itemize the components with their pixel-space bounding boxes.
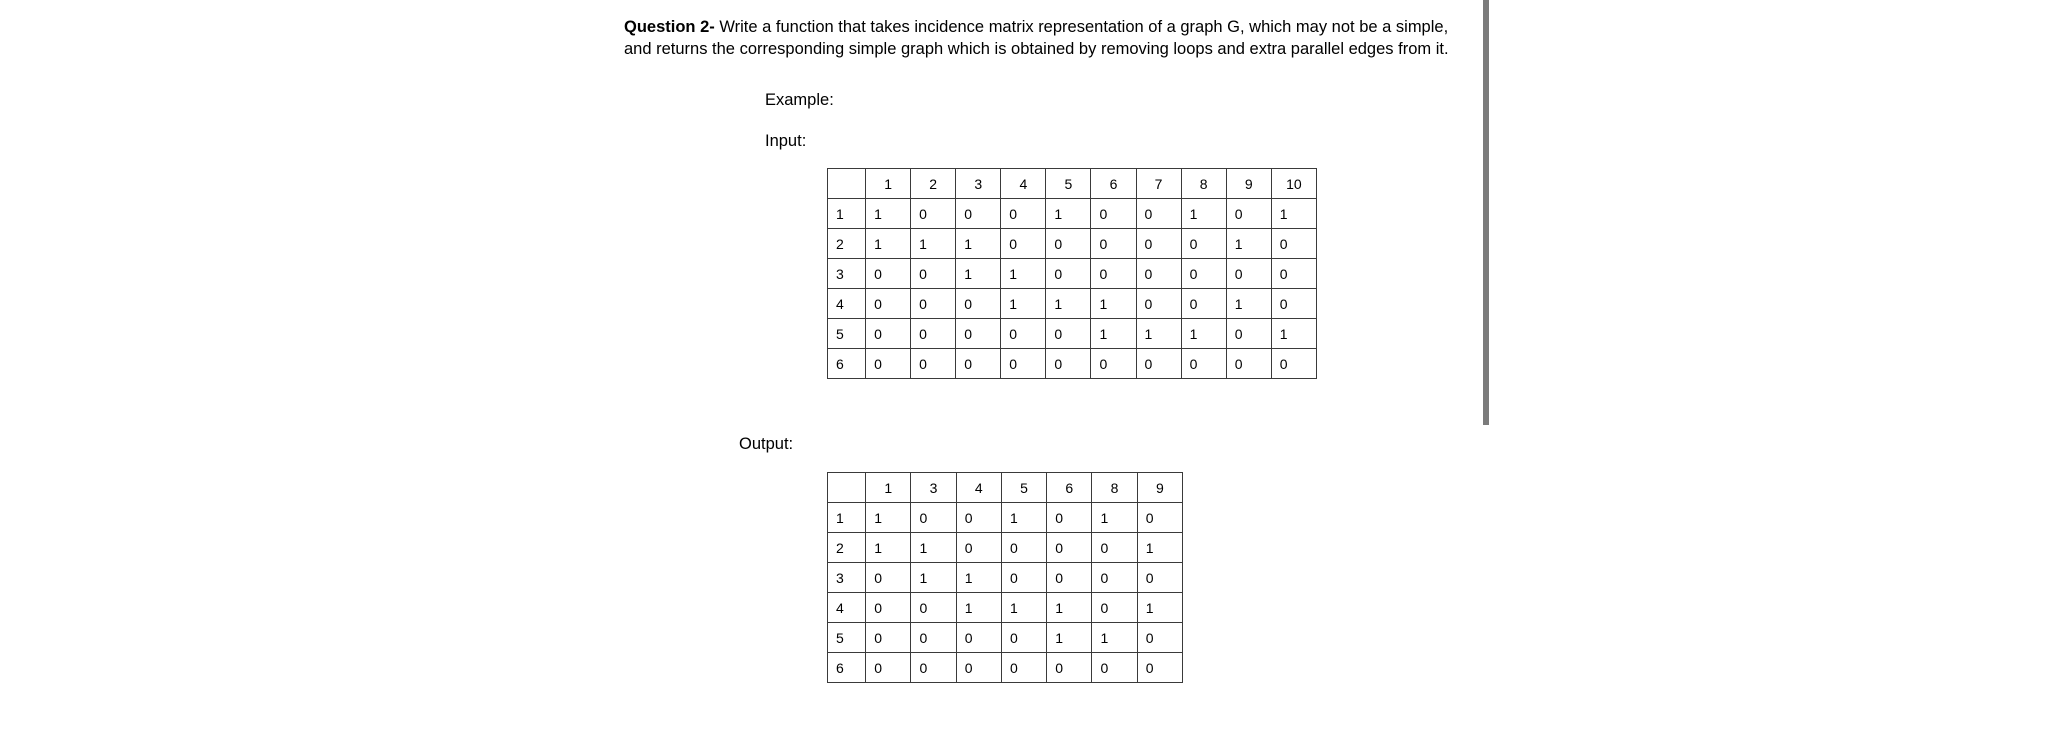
matrix-cell: 0 — [1046, 259, 1091, 289]
row-header: 6 — [828, 653, 866, 683]
matrix-cell: 1 — [956, 593, 1001, 623]
matrix-cell: 1 — [1137, 533, 1182, 563]
column-header: 8 — [1181, 169, 1226, 199]
column-header: 4 — [1001, 169, 1046, 199]
matrix-cell: 1 — [956, 563, 1001, 593]
matrix-cell: 0 — [1136, 259, 1181, 289]
table-row — [828, 533, 1183, 563]
matrix-cell: 0 — [911, 319, 956, 349]
matrix-cell: 0 — [866, 623, 911, 653]
matrix-cell: 1 — [1001, 503, 1046, 533]
matrix-cell: 0 — [1181, 289, 1226, 319]
scrollbar-thumb[interactable] — [1483, 0, 1489, 425]
matrix-cell: 0 — [866, 259, 911, 289]
matrix-cell: 0 — [1092, 653, 1137, 683]
matrix-cell: 0 — [956, 533, 1001, 563]
matrix-cell: 0 — [1046, 319, 1091, 349]
matrix-cell: 1 — [956, 259, 1001, 289]
output-matrix-table — [827, 472, 1183, 683]
table-row — [828, 503, 1183, 533]
matrix-cell: 1 — [1046, 289, 1091, 319]
matrix-cell: 1 — [1091, 289, 1136, 319]
matrix-cell: 0 — [866, 653, 911, 683]
matrix-cell: 0 — [911, 503, 956, 533]
matrix-cell: 0 — [1091, 349, 1136, 379]
matrix-cell: 1 — [1001, 259, 1046, 289]
matrix-cell: 0 — [1091, 229, 1136, 259]
row-header: 3 — [828, 259, 866, 289]
row-header: 4 — [828, 289, 866, 319]
table-row — [828, 653, 1183, 683]
column-header: 6 — [1091, 169, 1136, 199]
column-header: 2 — [911, 169, 956, 199]
matrix-cell: 0 — [1271, 229, 1316, 259]
matrix-cell: 0 — [866, 319, 911, 349]
matrix-cell: 0 — [1137, 503, 1182, 533]
matrix-cell: 1 — [911, 533, 956, 563]
column-header: 9 — [1137, 473, 1182, 503]
matrix-cell: 0 — [1137, 623, 1182, 653]
matrix-cell: 0 — [1136, 199, 1181, 229]
row-header: 6 — [828, 349, 866, 379]
matrix-cell: 1 — [1226, 229, 1271, 259]
matrix-cell: 0 — [1136, 349, 1181, 379]
matrix-cell: 0 — [956, 653, 1001, 683]
matrix-cell: 1 — [1092, 623, 1137, 653]
matrix-cell: 1 — [866, 199, 911, 229]
table-row — [828, 229, 1317, 259]
table-row — [828, 623, 1183, 653]
matrix-cell: 0 — [956, 349, 1001, 379]
matrix-cell: 0 — [1001, 349, 1046, 379]
matrix-cell: 1 — [911, 229, 956, 259]
matrix-cell: 0 — [1047, 563, 1092, 593]
matrix-cell: 1 — [1047, 623, 1092, 653]
matrix-cell: 1 — [1271, 319, 1316, 349]
matrix-cell: 1 — [1181, 199, 1226, 229]
matrix-cell: 0 — [956, 199, 1001, 229]
matrix-cell: 0 — [1046, 349, 1091, 379]
table-row — [828, 319, 1317, 349]
row-header: 3 — [828, 563, 866, 593]
matrix-cell: 1 — [1001, 593, 1046, 623]
column-header: 10 — [1271, 169, 1316, 199]
matrix-cell: 1 — [1092, 503, 1137, 533]
matrix-cell: 1 — [1091, 319, 1136, 349]
row-header: 5 — [828, 319, 866, 349]
matrix-cell: 1 — [866, 503, 911, 533]
matrix-cell: 0 — [1092, 563, 1137, 593]
table-row — [828, 289, 1317, 319]
table-row — [828, 259, 1317, 289]
row-header: 2 — [828, 229, 866, 259]
column-header: 5 — [1046, 169, 1091, 199]
matrix-cell: 0 — [866, 349, 911, 379]
column-header: 1 — [866, 169, 911, 199]
row-header: 1 — [828, 503, 866, 533]
matrix-cell: 1 — [1271, 199, 1316, 229]
matrix-cell: 0 — [956, 319, 1001, 349]
input-label: Input: — [765, 132, 807, 150]
matrix-cell: 0 — [1181, 229, 1226, 259]
matrix-cell: 1 — [866, 533, 911, 563]
matrix-cell: 0 — [1001, 623, 1046, 653]
row-header: 1 — [828, 199, 866, 229]
column-header: 3 — [956, 169, 1001, 199]
matrix-cell: 1 — [866, 229, 911, 259]
matrix-cell: 1 — [956, 229, 1001, 259]
matrix-cell: 0 — [866, 593, 911, 623]
matrix-cell: 0 — [1001, 229, 1046, 259]
matrix-cell: 0 — [1091, 199, 1136, 229]
matrix-cell: 0 — [1271, 259, 1316, 289]
matrix-cell: 0 — [956, 623, 1001, 653]
matrix-cell: 0 — [911, 653, 956, 683]
matrix-cell: 0 — [911, 289, 956, 319]
column-header: 3 — [911, 473, 956, 503]
question-text — [624, 17, 1454, 60]
matrix-cell: 0 — [1137, 563, 1182, 593]
input-matrix-table — [827, 168, 1317, 379]
table-row — [828, 349, 1317, 379]
matrix-cell: 0 — [1226, 199, 1271, 229]
column-header: 5 — [1001, 473, 1046, 503]
matrix-cell: 0 — [1137, 653, 1182, 683]
example-label: Example: — [765, 91, 834, 109]
header-row — [828, 169, 1317, 199]
corner-cell — [828, 473, 866, 503]
matrix-cell: 0 — [911, 593, 956, 623]
matrix-cell: 0 — [1092, 533, 1137, 563]
output-label: Output: — [739, 435, 794, 453]
matrix-cell: 1 — [1136, 319, 1181, 349]
matrix-cell: 1 — [1001, 289, 1046, 319]
matrix-cell: 0 — [1001, 653, 1046, 683]
matrix-cell: 0 — [911, 259, 956, 289]
matrix-cell: 0 — [1001, 533, 1046, 563]
matrix-cell: 0 — [1047, 503, 1092, 533]
matrix-cell: 0 — [1001, 319, 1046, 349]
matrix-cell: 0 — [1047, 533, 1092, 563]
matrix-cell: 0 — [1001, 563, 1046, 593]
table-row — [828, 563, 1183, 593]
column-header: 6 — [1047, 473, 1092, 503]
table-row — [828, 199, 1317, 229]
matrix-cell: 0 — [1047, 653, 1092, 683]
corner-cell — [828, 169, 866, 199]
matrix-cell: 0 — [866, 289, 911, 319]
matrix-cell: 0 — [1091, 259, 1136, 289]
matrix-cell: 0 — [1181, 259, 1226, 289]
matrix-cell: 1 — [1226, 289, 1271, 319]
question-heading: Question 2- — [624, 18, 715, 36]
column-header: 9 — [1226, 169, 1271, 199]
question-body: Write a function that takes incidence matrix representation of a graph G, which may not be a simple, and returns the corresponding simple graph which is obtained by removing loops and extra parallel edges from it. — [624, 18, 1449, 58]
column-header: 7 — [1136, 169, 1181, 199]
column-header: 1 — [866, 473, 911, 503]
matrix-cell: 0 — [956, 289, 1001, 319]
matrix-cell: 0 — [911, 199, 956, 229]
matrix-cell: 1 — [911, 563, 956, 593]
matrix-cell: 0 — [1226, 259, 1271, 289]
header-row — [828, 473, 1183, 503]
table-row — [828, 593, 1183, 623]
matrix-cell: 1 — [1181, 319, 1226, 349]
matrix-cell: 0 — [1136, 289, 1181, 319]
row-header: 4 — [828, 593, 866, 623]
matrix-cell: 0 — [866, 563, 911, 593]
matrix-cell: 0 — [1001, 199, 1046, 229]
matrix-cell: 0 — [911, 623, 956, 653]
row-header: 5 — [828, 623, 866, 653]
matrix-cell: 1 — [1046, 199, 1091, 229]
column-header: 8 — [1092, 473, 1137, 503]
matrix-cell: 0 — [1271, 349, 1316, 379]
matrix-cell: 0 — [1092, 593, 1137, 623]
matrix-cell: 0 — [1226, 349, 1271, 379]
row-header: 2 — [828, 533, 866, 563]
matrix-cell: 0 — [1226, 319, 1271, 349]
column-header: 4 — [956, 473, 1001, 503]
matrix-cell: 0 — [911, 349, 956, 379]
matrix-cell: 1 — [1047, 593, 1092, 623]
matrix-cell: 0 — [1046, 229, 1091, 259]
matrix-cell: 0 — [1136, 229, 1181, 259]
matrix-cell: 0 — [1271, 289, 1316, 319]
matrix-cell: 0 — [956, 503, 1001, 533]
matrix-cell: 1 — [1137, 593, 1182, 623]
matrix-cell: 0 — [1181, 349, 1226, 379]
